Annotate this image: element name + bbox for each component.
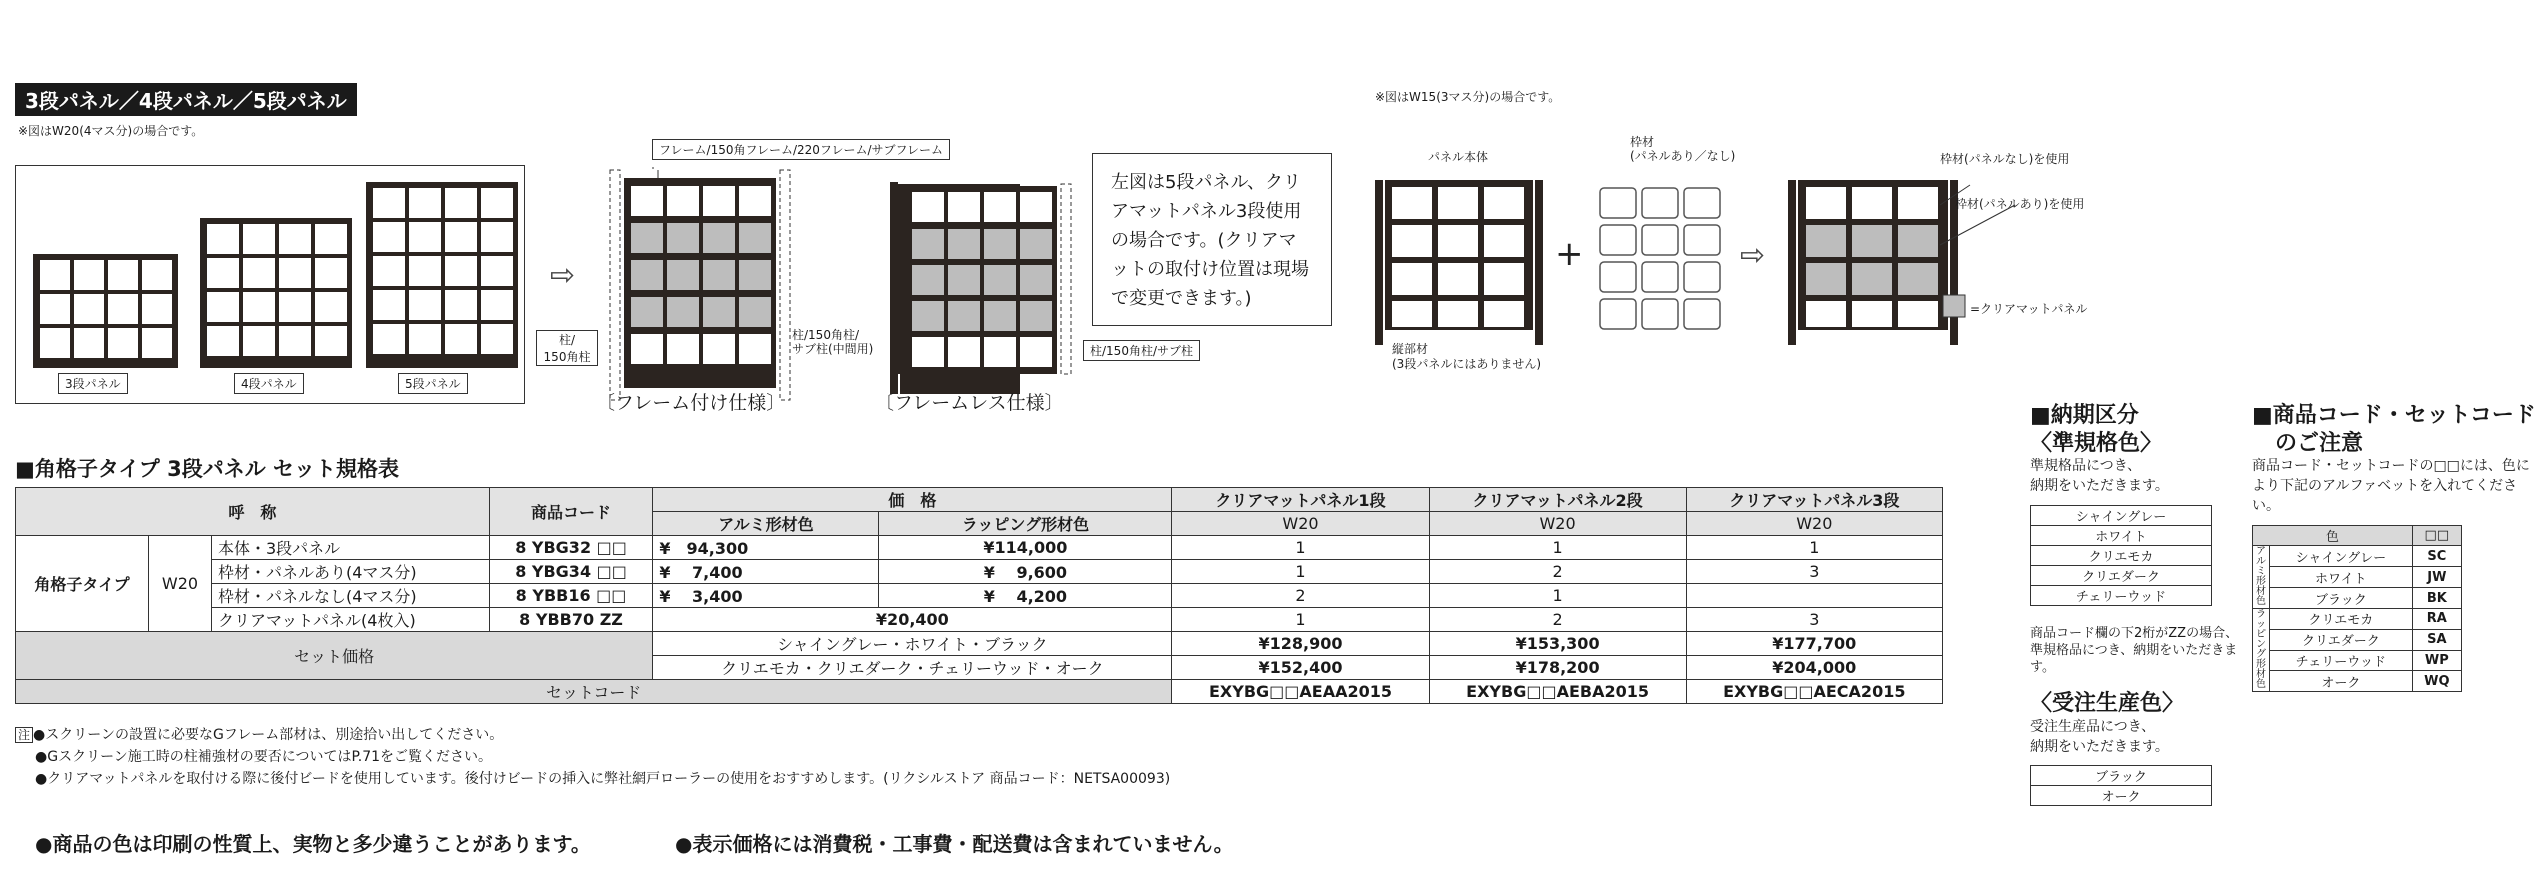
code-letter: WP (2412, 650, 2461, 671)
qty-c1: 1 (1172, 560, 1429, 584)
h-clear2: クリアマットパネル2段 (1429, 488, 1686, 512)
codes-title: ■商品コード・セットコード (2252, 403, 2536, 428)
table-row (2253, 546, 2462, 567)
code-cell: 8 YBG32 □□ (489, 536, 653, 560)
color-cell: クリエダーク (2270, 629, 2413, 650)
set-price-row (16, 632, 1943, 656)
table-row (16, 584, 1943, 608)
qty-c2: 1 (1429, 584, 1686, 608)
list-item: クリエダーク (2031, 566, 2212, 586)
code-cell: 8 YBB70 ZZ (489, 608, 653, 632)
panel-3-label: 3段パネル (58, 373, 128, 394)
alumi-price: ¥ 94,300 (653, 536, 879, 560)
color-cell: オーク (2270, 671, 2413, 692)
caption-frame: 〔フレーム付け仕様〕 (596, 392, 786, 414)
arrow-right-icon: ⇨ (550, 258, 576, 293)
color-cell: シャイングレー (2270, 546, 2413, 567)
alumi-price: ¥ 7,400 (653, 560, 879, 584)
qty-c3: 3 (1686, 560, 1942, 584)
std-color-list (2030, 505, 2212, 606)
table-row (2253, 567, 2462, 588)
h-clear3: クリアマットパネル3段 (1686, 488, 1942, 512)
zz-note: 商品コード欄の下2桁がZZの場合、準規格品につき、納期をいただきます。 (2030, 626, 2239, 675)
panel-body-label: パネル本体 (1428, 150, 1489, 164)
code-letter: WQ (2412, 671, 2461, 692)
set-code-row (16, 680, 1943, 704)
set-price-c3: ¥177,700 (1686, 632, 1942, 656)
std-color-desc: 準規格品につき、 納期をいただきます。 (2030, 458, 2169, 494)
panel-comparison-drawing (16, 166, 524, 403)
set-price-c1: ¥128,900 (1172, 632, 1429, 656)
wrap-price: ¥114,000 (879, 536, 1172, 560)
table-row (16, 536, 1943, 560)
section-header: 3段パネル／4段パネル／5段パネル (15, 83, 357, 116)
qty-c2: 2 (1429, 560, 1686, 584)
codes-desc: 商品コード・セットコードの□□には、色により下記のアルファベットを入れてください。 (2252, 458, 2530, 514)
h-wrap: ラッピング形材色 (879, 512, 1172, 536)
note-item: ●スクリーンの設置に必要なGフレーム部材は、別途拾い出してください。 (33, 727, 504, 743)
code-letter: JW (2412, 567, 2461, 588)
item-cell: クリアマットパネル(4枚入) (212, 608, 490, 632)
set-price-c2: ¥153,300 (1429, 632, 1686, 656)
wrap-price: ¥ 9,600 (879, 560, 1172, 584)
item-cell: 枠材・パネルあり(4マス分) (212, 560, 490, 584)
set-price-c1: ¥152,400 (1172, 656, 1429, 680)
code-letter: SA (2412, 629, 2461, 650)
qty-c3: 3 (1686, 608, 1942, 632)
h-code: 商品コード (489, 488, 653, 536)
h-alumi: アルミ形材色 (653, 512, 879, 536)
set-code-c3: EXYBG□□AECA2015 (1686, 680, 1942, 704)
delivery-title: ■納期区分 (2030, 403, 2139, 428)
clear-legend-label: =クリアマットパネル (1970, 302, 2088, 316)
side-alumi: アルミ形材色 (2253, 546, 2270, 609)
list-item: ブラック (2031, 766, 2212, 786)
svg-text:+: + (1555, 234, 1584, 274)
h-w20-1: W20 (1172, 512, 1429, 536)
alumi-price: ¥ 3,400 (653, 584, 879, 608)
type-cell: 角格子タイプ (16, 536, 149, 632)
panel-5-icon (366, 182, 518, 368)
h-w20-2: W20 (1429, 512, 1686, 536)
qty-c1: 2 (1172, 584, 1429, 608)
color-cell: ホワイト (2270, 567, 2413, 588)
bottom-note-right: ●表示価格には消費税・工事費・配送費は含まれていません。 (675, 832, 1234, 856)
qty-c1: 1 (1172, 536, 1429, 560)
post-label-right: 柱/150角柱/ サブ柱(中間用) (792, 328, 874, 356)
table-row (16, 608, 1943, 632)
bottom-note-left: ●商品の色は印刷の性質上、実物と多少違うことがあります。 (35, 832, 591, 856)
list-item: クリエモカ (2031, 546, 2212, 566)
frame-label: フレーム/150角フレーム/220フレーム/サブフレーム (652, 139, 950, 160)
use-no-panel-label: 枠材(パネルなし)を使用 (1940, 152, 2070, 166)
panel-3-icon (33, 254, 178, 368)
code-cell: 8 YBG34 □□ (489, 560, 653, 584)
h-name: 呼 称 (16, 488, 490, 536)
set-price-c2: ¥178,200 (1429, 656, 1686, 680)
use-with-panel-label: 枠材(パネルあり)を使用 (1955, 197, 2085, 211)
panel-comparison-box (15, 165, 525, 404)
note-mark: 注 (15, 727, 33, 743)
panel-5-label: 5段パネル (398, 373, 468, 394)
qty-c2: 1 (1429, 536, 1686, 560)
frame-material-label: 枠材 (パネルあり／なし) (1630, 135, 1736, 163)
table-row (16, 560, 1943, 584)
table-row (2253, 588, 2462, 609)
explanation-box: 左図は5段パネル、クリアマットパネル3段使用の場合です。(クリアマットの取付け位置は現場で変更できます。) (1092, 153, 1332, 326)
item-cell: 本体・3段パネル (212, 536, 490, 560)
order-color-list (2030, 765, 2212, 806)
note-item: ●クリアマットパネルを取付ける際に後付ビードを使用しています。後付けビードの挿入に弊社網戸ローラーの使用をおすすめします。(リクシルストア 商品コード：NETSA00093) (35, 771, 1171, 787)
h-price: 価 格 (653, 488, 1172, 512)
code-letter: SC (2412, 546, 2461, 567)
qty-c3: 1 (1686, 536, 1942, 560)
panel-4-icon (200, 218, 352, 368)
wrap-price: ¥ 4,200 (879, 584, 1172, 608)
caption-frameless: 〔フレームレス仕様〕 (875, 392, 1064, 414)
qty-c1: 1 (1172, 608, 1429, 632)
table-row (2253, 609, 2462, 630)
list-item: チェリーウッド (2031, 586, 2212, 606)
qty-c2: 2 (1429, 608, 1686, 632)
set-price-label: セット価格 (16, 632, 653, 680)
color-cell: チェリーウッド (2270, 650, 2413, 671)
svg-text:⇨: ⇨ (1740, 238, 1766, 273)
note-item: ●Gスクリーン施工時の柱補強材の要否についてはP.71をご覧ください。 (35, 749, 493, 765)
color-cell: クリエモカ (2270, 609, 2413, 630)
h-color: 色 (2253, 526, 2413, 546)
code-letter: RA (2412, 609, 2461, 630)
h-clear1: クリアマットパネル1段 (1172, 488, 1429, 512)
set-code-c2: EXYBG□□AEBA2015 (1429, 680, 1686, 704)
set-code-label: セットコード (16, 680, 1172, 704)
item-cell: 枠材・パネルなし(4マス分) (212, 584, 490, 608)
table-title: ■角格子タイプ 3段パネル セット規格表 (15, 457, 400, 481)
code-cell: 8 YBB16 □□ (489, 584, 653, 608)
spec-table (15, 487, 1943, 704)
set-code-c1: EXYBG□□AEAA2015 (1172, 680, 1429, 704)
list-item: ホワイト (2031, 526, 2212, 546)
frameless-drawing (885, 182, 1085, 382)
code-letter: BK (2412, 588, 2461, 609)
h-code-box: □□ (2412, 526, 2461, 546)
w20-cell: W20 (149, 536, 212, 632)
post-label-frameless: 柱/150角柱/サブ柱 (1083, 340, 1200, 361)
post-label-left: 柱/ 150角柱 (536, 330, 598, 366)
h-w20-3: W20 (1686, 512, 1942, 536)
std-color-title: 〈準規格色〉 (2030, 431, 2163, 456)
list-item: シャイングレー (2031, 506, 2212, 526)
order-color-desc: 受注生産品につき、 納期をいただきます。 (2030, 719, 2169, 755)
table-row (2253, 671, 2462, 692)
note-w15: ※図はW15(3マス分)の場合です。 (1375, 90, 1561, 104)
codes-title2: のご注意 (2275, 431, 2364, 456)
clear-panel-price: ¥20,400 (653, 608, 1172, 632)
notes (15, 724, 1170, 790)
color-cell: ブラック (2270, 588, 2413, 609)
order-color-title: 〈受注生産色〉 (2030, 691, 2185, 716)
set-price-c3: ¥204,000 (1686, 656, 1942, 680)
list-item: オーク (2031, 786, 2212, 806)
table-row (2253, 650, 2462, 671)
qty-c3 (1686, 584, 1942, 608)
panel-4-label: 4段パネル (234, 373, 304, 394)
set-color-label: シャイングレー・ホワイト・ブラック (653, 632, 1172, 656)
vertical-material-label: 縦部材 (3段パネルにはありません) (1392, 342, 1541, 371)
color-code-table (2252, 525, 2462, 692)
side-wrap: ラッピング形材色 (2253, 609, 2270, 692)
note-w20: ※図はW20(4マス分)の場合です。 (18, 124, 204, 138)
table-row (2253, 629, 2462, 650)
set-color-label: クリエモカ・クリエダーク・チェリーウッド・オーク (653, 656, 1172, 680)
